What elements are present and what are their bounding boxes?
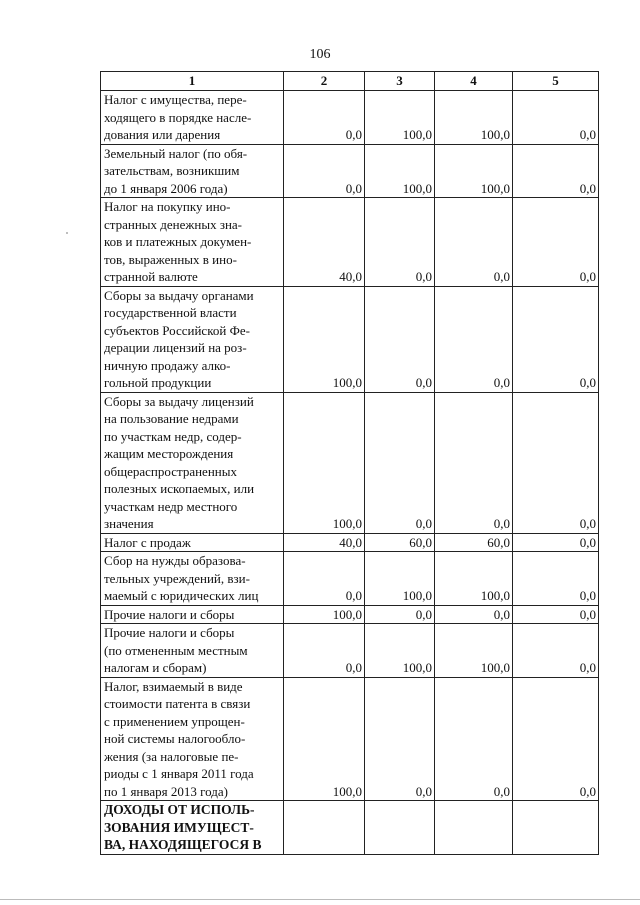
- value-cell-col5: 0,0: [513, 677, 599, 801]
- value-cell-col3: 0,0: [365, 286, 435, 392]
- page-number: 106: [309, 47, 331, 62]
- value-cell-col2: [284, 801, 365, 855]
- row-label: Прочие налоги и сборы: [101, 605, 284, 624]
- row-label: Сборы за выдачу органами государственной власти субъектов Российской Фе- дерации лицензий на роз- ничную продажу алко- гольной продукции: [101, 286, 284, 392]
- row-label: Налог с имущества, пере- ходящего в порядке насле- дования или дарения: [101, 91, 284, 145]
- value-cell-col5: 0,0: [513, 392, 599, 533]
- value-cell-col5: 0,0: [513, 198, 599, 287]
- value-cell-col5: 0,0: [513, 286, 599, 392]
- row-label: Сборы за выдачу лицензий на пользование недрами по участкам недр, содер- жащим месторождения общераспространенных полезных ископаемых, или участкам недр местного значения: [101, 392, 284, 533]
- table-row: [101, 286, 599, 392]
- table-row: [101, 677, 599, 801]
- value-cell-col4: 100,0: [435, 624, 513, 678]
- value-cell-col4: [435, 801, 513, 855]
- value-cell-col5: 0,0: [513, 605, 599, 624]
- value-cell-col5: 0,0: [513, 91, 599, 145]
- table-header: [101, 72, 599, 91]
- table-row: [101, 552, 599, 606]
- value-cell-col4: 0,0: [435, 392, 513, 533]
- table-row: [101, 392, 599, 533]
- value-cell-col2: 100,0: [284, 286, 365, 392]
- value-cell-col2: 100,0: [284, 392, 365, 533]
- value-cell-col3: 100,0: [365, 144, 435, 198]
- row-label: Налог с продаж: [101, 533, 284, 552]
- column-header-4: 4: [435, 72, 513, 91]
- row-label: Земельный налог (по обя- зательствам, возникшим до 1 января 2006 года): [101, 144, 284, 198]
- value-cell-col2: 0,0: [284, 91, 365, 145]
- row-label: Прочие налоги и сборы (по отмененным местным налогам и сборам): [101, 624, 284, 678]
- table-row: [101, 91, 599, 145]
- value-cell-col5: [513, 801, 599, 855]
- value-cell-col5: 0,0: [513, 552, 599, 606]
- value-cell-col4: 0,0: [435, 286, 513, 392]
- table-row: [101, 198, 599, 287]
- table-row: [101, 801, 599, 855]
- table-row: [101, 605, 599, 624]
- budget-table: [100, 71, 599, 855]
- value-cell-col4: 100,0: [435, 91, 513, 145]
- value-cell-col4: 60,0: [435, 533, 513, 552]
- row-label: Сбор на нужды образова- тельных учреждений, взи- маемый с юридических лиц: [101, 552, 284, 606]
- value-cell-col2: 100,0: [284, 677, 365, 801]
- value-cell-col5: 0,0: [513, 624, 599, 678]
- value-cell-col4: 0,0: [435, 677, 513, 801]
- value-cell-col4: 0,0: [435, 605, 513, 624]
- row-label: Налог, взимаемый в виде стоимости патента в связи с применением упрощен- ной системы налогообло- жения (за налоговые пе- риоды с 1 января 2011 года по 1 января 2013 года): [101, 677, 284, 801]
- value-cell-col5: 0,0: [513, 533, 599, 552]
- row-label: ДОХОДЫ ОТ ИСПОЛЬ- ЗОВАНИЯ ИМУЩЕСТ- ВА, НАХОДЯЩЕГОСЯ В: [101, 801, 284, 855]
- scan-artifact: [66, 232, 68, 234]
- column-header-3: 3: [365, 72, 435, 91]
- value-cell-col3: 100,0: [365, 552, 435, 606]
- value-cell-col2: 100,0: [284, 605, 365, 624]
- page-bottom-rule: [0, 899, 640, 900]
- header-row: [101, 72, 599, 91]
- value-cell-col3: 0,0: [365, 677, 435, 801]
- value-cell-col3: 0,0: [365, 198, 435, 287]
- column-header-1: 1: [101, 72, 284, 91]
- column-header-2: 2: [284, 72, 365, 91]
- value-cell-col2: 40,0: [284, 533, 365, 552]
- value-cell-col2: 0,0: [284, 552, 365, 606]
- value-cell-col3: 60,0: [365, 533, 435, 552]
- value-cell-col2: 0,0: [284, 624, 365, 678]
- table-row: [101, 144, 599, 198]
- value-cell-col3: 100,0: [365, 91, 435, 145]
- value-cell-col2: 40,0: [284, 198, 365, 287]
- value-cell-col3: 0,0: [365, 605, 435, 624]
- value-cell-col3: 100,0: [365, 624, 435, 678]
- value-cell-col3: 0,0: [365, 392, 435, 533]
- value-cell-col5: 0,0: [513, 144, 599, 198]
- value-cell-col4: 100,0: [435, 552, 513, 606]
- value-cell-col4: 0,0: [435, 198, 513, 287]
- table-row: [101, 624, 599, 678]
- table-body: [101, 91, 599, 855]
- value-cell-col2: 0,0: [284, 144, 365, 198]
- table-row: [101, 533, 599, 552]
- row-label: Налог на покупку ино- странных денежных зна- ков и платежных докумен- тов, выраженных в ино- странной валюте: [101, 198, 284, 287]
- value-cell-col4: 100,0: [435, 144, 513, 198]
- value-cell-col3: [365, 801, 435, 855]
- column-header-5: 5: [513, 72, 599, 91]
